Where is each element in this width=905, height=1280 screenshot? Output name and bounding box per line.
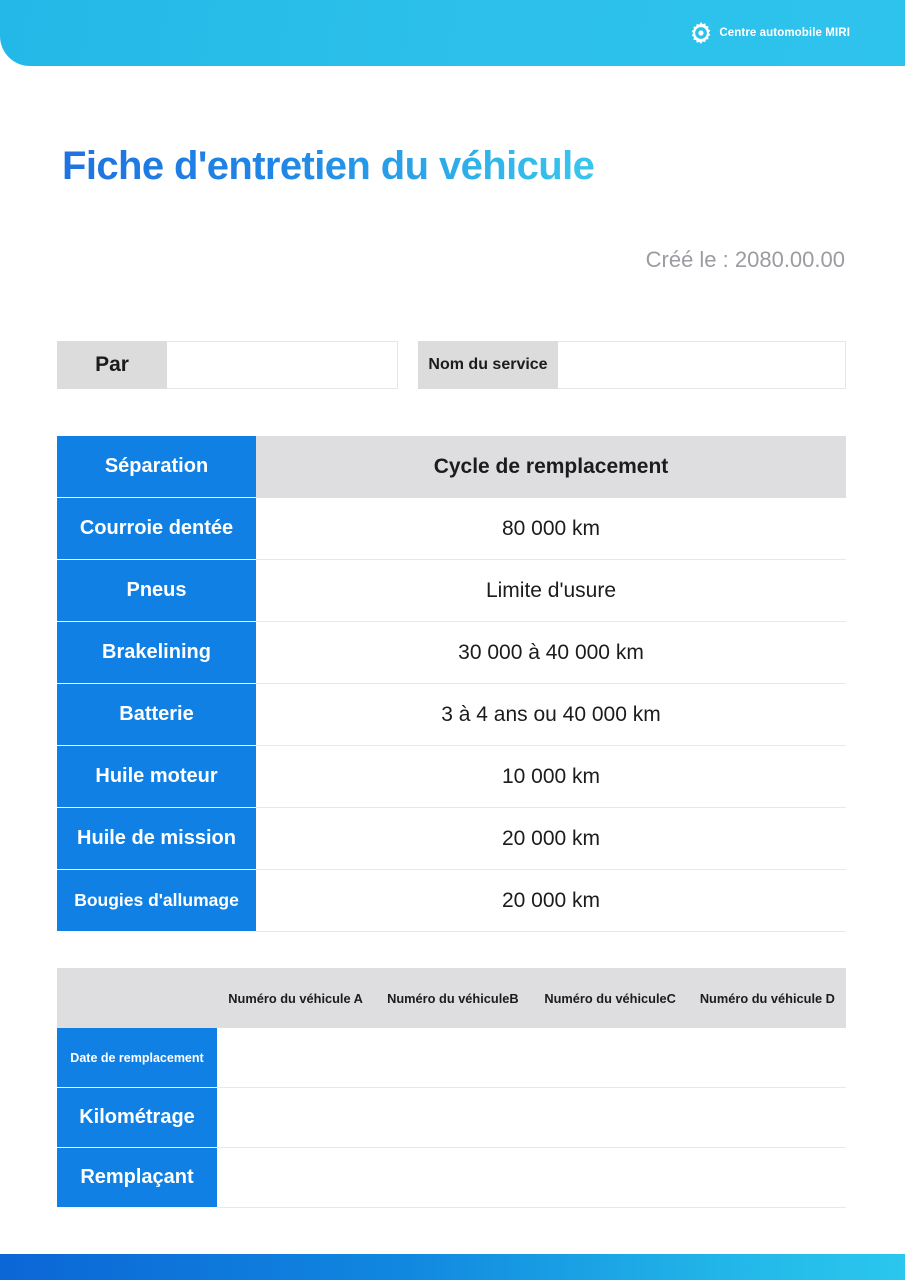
vehicle-record-table [57,968,846,1208]
by-field [57,341,398,389]
row-label: Bougies d'allumage [57,870,256,932]
gear-icon [688,20,714,46]
row-value: 20 000 km [256,870,846,932]
vehicle-column-header-a: Numéro du véhicule A [228,990,363,1006]
column-header-part: Séparation [57,436,256,498]
vehicle-column-header-b: Numéro du véhiculeB [387,990,519,1006]
brand-name: Centre automobile MIRI [719,27,850,39]
row-label: Pneus [57,560,256,622]
row-label: Batterie [57,684,256,746]
cell-vehicle-a[interactable] [217,1088,374,1148]
vehicle-column-header-d: Numéro du véhicule D [699,990,835,1006]
cell-vehicle-c[interactable] [532,1088,689,1148]
page-title: Fiche d'entretien du véhicule [62,144,595,188]
service-name-field-label: Nom du service [418,341,558,389]
row-label: Huile moteur [57,746,256,808]
bottom-accent-bar [0,1254,905,1280]
column-header-cycle: Cycle de remplacement [256,436,846,498]
table-row [57,808,846,870]
row-label: Courroie dentée [57,498,256,560]
form-row [57,341,846,389]
cell-vehicle-d[interactable] [689,1028,846,1088]
top-header-bar [0,0,905,66]
table-row [57,746,846,808]
table-row [57,870,846,932]
row-value: 10 000 km [256,746,846,808]
cell-vehicle-b[interactable] [374,1028,531,1088]
service-name-field [418,341,846,389]
cell-vehicle-a[interactable] [217,1148,374,1208]
row-value: 30 000 à 40 000 km [256,622,846,684]
cell-vehicle-c[interactable] [532,1148,689,1208]
vehicle-header-spacer [57,968,217,1028]
row-label: Huile de mission [57,808,256,870]
by-field-label: Par [57,341,167,389]
table-row [57,684,846,746]
table-row [57,1148,846,1208]
table-row [57,498,846,560]
row-label: Remplaçant [57,1148,217,1208]
vehicle-column-header-c: Numéro du véhiculeC [544,990,676,1006]
table-row [57,1028,846,1088]
row-label: Brakelining [57,622,256,684]
brand-logo [688,20,850,46]
row-value: 20 000 km [256,808,846,870]
cell-vehicle-b[interactable] [374,1148,531,1208]
table-header-row [57,436,846,498]
row-value: 80 000 km [256,498,846,560]
table-row [57,622,846,684]
row-label: Date de remplacement [57,1028,217,1088]
row-value: Limite d'usure [256,560,846,622]
table-row [57,560,846,622]
by-input[interactable] [167,341,398,389]
row-label: Kilométrage [57,1088,217,1148]
cell-vehicle-b[interactable] [374,1088,531,1148]
row-value: 3 à 4 ans ou 40 000 km [256,684,846,746]
cell-vehicle-d[interactable] [689,1088,846,1148]
vehicle-table-header-row [57,968,846,1028]
cell-vehicle-d[interactable] [689,1148,846,1208]
created-date: Créé le : 2080.00.00 [645,247,845,272]
cell-vehicle-c[interactable] [532,1028,689,1088]
replacement-cycle-table [57,436,846,932]
cell-vehicle-a[interactable] [217,1028,374,1088]
table-row [57,1088,846,1148]
service-name-input[interactable] [558,341,846,389]
